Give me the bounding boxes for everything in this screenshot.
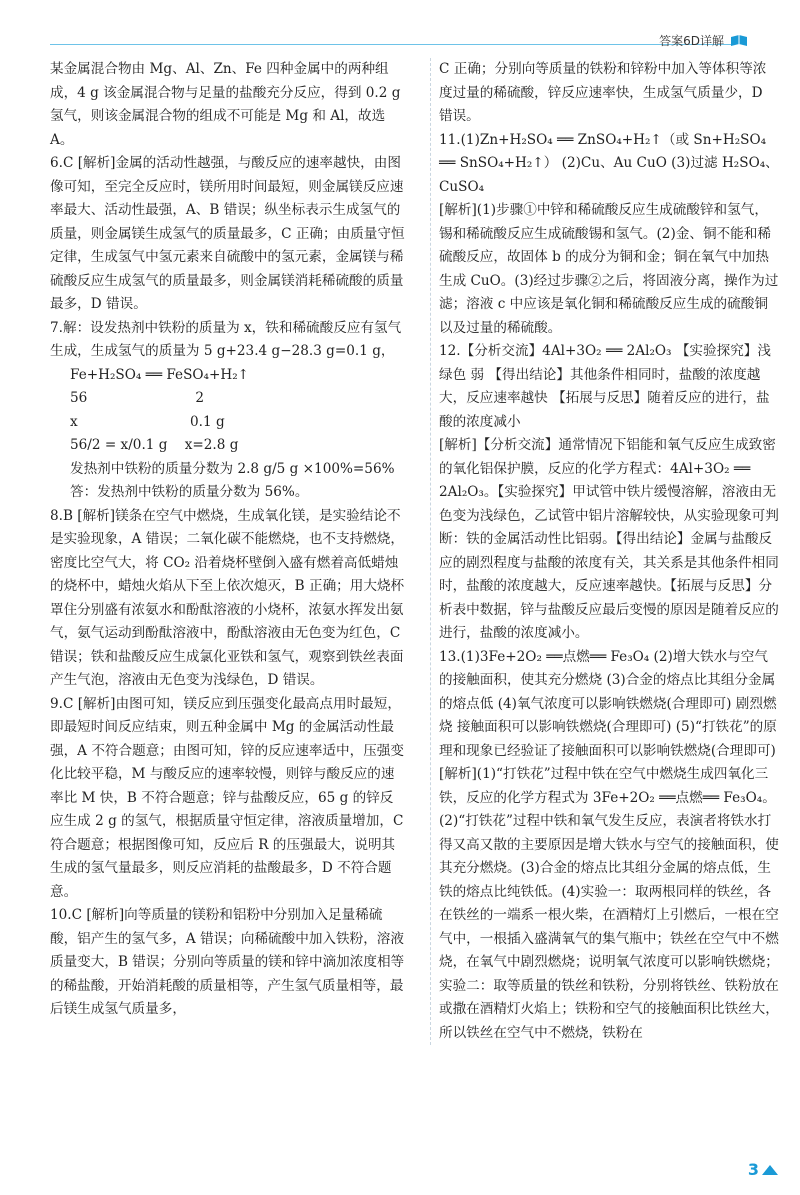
answer-6: 6.C [解析]金属的活动性越强，与酸反应的速率越快，由图像可知，至完全反应时，镁所用时间最短，则金属镁反应速率最大、活动性最强，A、B 错误；纵坐标表示生成氢气的质量，则金属镁生成氢气的质量最多，C 正确；由质量守恒定律，生成氢气中氢元素来自硫酸中的氢元素，金属镁与稀硫酸反应生成氢气的质量最多，则金属镁消耗稀硫酸的质量最多，D 错误。 (50, 155, 405, 312)
answer-13: 13.(1)3Fe+2O₂ ══点燃══ Fe₃O₄ (2)增大铁水与空气的接触面积，使其充分燃烧 (3)合金的熔点比其组分金属的熔点低 (4)氧气浓度可以影响铁燃烧(合理即可) 剧烈燃烧 接触面积可以影响铁燃烧(合理即可) (5)“打铁花”的原理和现象已经验证了接触面积可以影响铁燃烧(合理即可) (439, 648, 777, 759)
equation-ratio-top: 56 2 (70, 390, 204, 406)
answer-13-analysis: [解析](1)“打铁花”过程中铁在空气中燃烧生成四氧化三铁，反应的化学方程式为 3Fe+2O₂ ══点燃══ Fe₃O₄。(2)“打铁花”过程中铁和氧气发生反应，表演者将铁水打得又高又散的主要原因是增大铁水与空气的接触面积，使其充分燃烧。(3)合金的熔点比其组分金属的熔点低，生铁的熔点比纯铁低。(4)实验一：取两根同样的铁丝，各在铁丝的一端系一根火柴，在酒精灯上引燃后，一根在空气中，一根插入盛满氧气的集气瓶中；铁丝在空气中不燃烧，在氧气中剧烈燃烧；说明氧气浓度可以影响铁燃烧；实验二：取等质量的铁丝和铁粉，分别将铁丝、铁粉放在或撒在酒精灯火焰上；铁粉和空气的接触面积比铁丝大，所以铁丝在空气中不燃烧，铁粉在 (439, 766, 779, 1041)
mass-fraction: 发热剂中铁粉的质量分数为 2.8 g/5 g ×100%=56% (70, 460, 395, 477)
header-label: 答案6D详解 (659, 34, 724, 48)
equation-ratio-bottom: x 0.1 g (70, 413, 225, 430)
equation: Fe+H₂SO₄ ══ FeSO₄+H₂↑ (70, 366, 250, 383)
answer-11: 11.(1)Zn+H₂SO₄ ══ ZnSO₄+H₂↑（或 Sn+H₂SO₄ ══ SnSO₄+H₂↑） (2)Cu、Au CuO (3)过滤 H₂SO₄、CuSO₄ (439, 131, 779, 195)
answer-12-analysis: [解析]【分析交流】通常情况下铝能和氧气反应生成致密的氧化铝保护膜，反应的化学方程式：4Al+3O₂ ══ 2Al₂O₃。【实验探究】甲试管中铁片缓慢溶解，溶液由无色变为浅绿色，乙试管中铝片溶解较快，从实验现象可判断：铁的金属活动性比铝弱。【得出结论】金属与盐酸反应的剧烈程度与盐酸的浓度有关，其关系是其他条件相同时，盐酸的浓度越大，反应速率越快。【拓展与反思】分析表中数据，锌与盐酸反应最后变慢的原因是随着反应的进行，盐酸的浓度减小。 (439, 437, 779, 641)
answer-9: 9.C [解析]由图可知，镁反应到压强变化最高点用时最短，即最短时间反应结束，则五种金属中 Mg 的金属活动性最强，A 不符合题意；由图可知，锌的反应速率适中，压强变化比较平稳，M 与酸反应的速率较慢，则锌与酸反应的速率比 M 快，B 不符合题意；锌与盐酸反应，65 g 的锌反应生成 2 g 的氢气，根据质量守恒定律，溶液质量增加，C 符合题意；根据图像可知，反应后 R 的压强最大，说明其生成的氢气量最多，则反应消耗的盐酸最多，D 不符合题意。 (50, 695, 404, 900)
header-rule (50, 44, 735, 45)
right-column (430, 58, 779, 1045)
page-number (748, 1160, 778, 1179)
answer-8: 8.B [解析]镁条在空气中燃烧，生成氧化镁，是实验结论不是实验现象，A 错误；二氧化碳不能燃烧，也不支持燃烧，密度比空气大，将 CO₂ 沿着烧杯壁倒入盛有燃着高低蜡烛的烧杯中，蜡烛火焰从下至上依次熄灭，B 正确；用大烧杯罩住分别盛有浓氨水和酚酞溶液的小烧杯，浓氨水挥发出氨气，氨气运动到酚酞溶液中，酚酞溶液由无色变为红色，C 错误；铁和盐酸反应生成氯化亚铁和氢气，观察到铁丝表面产生气泡，溶液由无色变为浅绿色，D 错误。 (50, 507, 405, 688)
answer-10: 10.C [解析]向等质量的镁粉和铝粉中分别加入足量稀硫酸，铝产生的氢气多，A 错误；向稀硫酸中加入铁粉，溶液质量变大，B 错误；分别向等质量的镁和锌中滴加浓度相等的稀盐酸，开始消耗酸的质量相等，产生氢气质量相等，最后镁生成氢气质量多， (50, 907, 405, 1017)
answer-12: 12.【分析交流】4Al+3O₂ ══ 2Al₂O₃ 【实验探究】浅绿色 弱 【得出结论】其他条件相同时，盐酸的浓度越大，反应速率越快 【拓展与反思】随着反应的进行，盐酸的浓度减小 (439, 343, 771, 430)
left-paragraph-0: 某金属混合物由 Mg、Al、Zn、Fe 四种金属中的两种组成，4 g 该金属混合物与足量的盐酸充分反应，得到 0.2 g 氢气，则该金属混合物的组成不可能是 Mg 和 Al，故选 A。 (50, 61, 401, 148)
answer-7: 7.解：设发热剂中铁粉的质量为 x，铁和稀硫酸反应有氢气生成，生成氢气的质量为 5 g+23.4 g−28.3 g=0.1 g， (50, 319, 402, 359)
header (659, 32, 748, 49)
answer-statement: 答：发热剂中铁粉的质量分数为 56%。 (70, 484, 309, 500)
page-marker-icon (762, 1165, 778, 1175)
answer-10-continued: C 正确；分别向等质量的铁粉和锌粉中加入等体积等浓度过量的稀硫酸，锌反应速率快，生成氢气质量少，D 错误。 (439, 61, 767, 124)
equation-proportion: 56/2 = x/0.1 g x=2.8 g (70, 437, 239, 453)
left-column (50, 58, 405, 1022)
answer-11-analysis: [解析](1)步骤①中锌和稀硫酸反应生成硫酸锌和氢气，锡和稀硫酸反应生成硫酸锡和氢气。(2)金、铜不能和稀硫酸反应，故固体 b 的成分为铜和金；铜在氧气中加热生成 CuO。(3)经过步骤②之后，将固液分离，操作为过滤；溶液 c 中应该是氧化铜和稀硫酸反应生成的硫酸铜以及过量的稀硫酸。 (439, 202, 779, 336)
page-number-text: 3 (747, 1160, 759, 1179)
book-icon (730, 34, 748, 48)
